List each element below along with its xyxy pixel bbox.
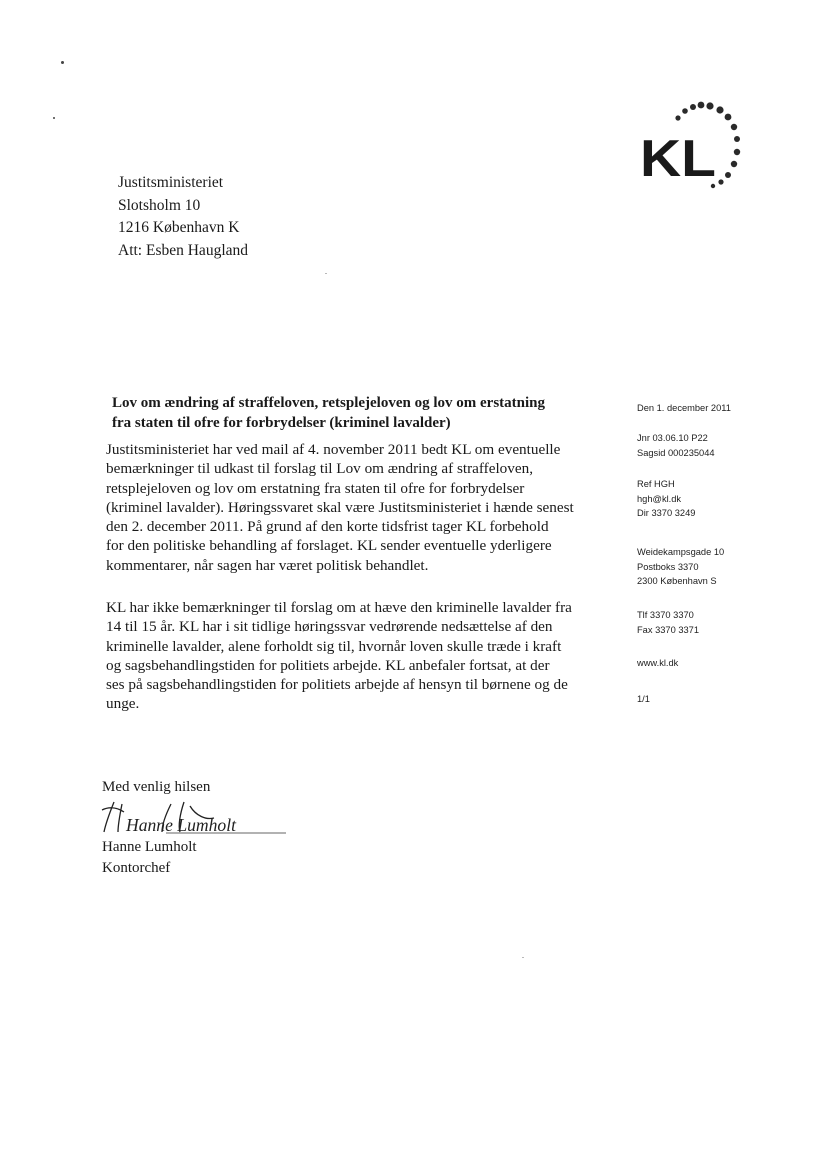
paragraph-line: og sagsbehandlingstiden for politiets arbejde. KL anbefaler fortsat, at der — [106, 656, 550, 674]
paragraph-line: kriminelle lavalder, alene forholdt sig til, hvornår loven skulle træde i kraft — [106, 637, 562, 655]
closing-greeting: Med venlig hilsen — [102, 779, 211, 795]
paragraph-line: for den politiske behandling af forslaget. KL sender eventuelle yderligere — [106, 537, 552, 555]
handwritten-signature — [96, 796, 296, 840]
subject-heading — [112, 393, 602, 433]
signature-script: Hanne Lumholt — [125, 815, 237, 835]
street-address: Weidekampsgade 10 — [637, 547, 725, 557]
recipient-line-4: Att: Esben Haugland — [118, 241, 249, 259]
direct-phone: Dir 3370 3249 — [637, 508, 696, 518]
postal-city: 2300 København S — [637, 576, 717, 586]
logo-text: KL — [640, 130, 716, 188]
postbox: Postboks 3370 — [637, 561, 699, 572]
paragraph-line: ses på sagsbehandlingstiden for politiets arbejde af hensyn til børnene og de — [106, 676, 568, 694]
paragraph-line: retsplejeloven og lov om erstatning fra staten til ofre for forbrydelser — [106, 479, 525, 497]
paragraph-line: (kriminel lavalder). Høringssvaret skal være Justitsministeriet i hænde senest — [106, 498, 574, 516]
signature-block — [102, 837, 197, 879]
paragraph-line: Justitsministeriet har ved mail af 4. november 2011 bedt KL om eventuelle — [106, 441, 561, 458]
paragraph-line: unge. — [106, 695, 140, 713]
scan-speck — [325, 273, 327, 274]
letter-date: Den 1. december 2011 — [637, 403, 731, 413]
scan-speck — [61, 61, 64, 64]
page-number: 1/1 — [637, 694, 650, 704]
recipient-line-1: Justitsministeriet — [118, 174, 224, 191]
subject-line-1: Lov om ændring af straffeloven, retsplejeloven og lov om erstatning — [112, 395, 546, 411]
postal-address — [637, 545, 724, 589]
contact-email: hgh@kl.dk — [637, 493, 682, 504]
ref-initials: Ref HGH — [637, 479, 675, 489]
paragraph-line: bemærkninger til udkast til forslag til Lov om ændring af straffeloven, — [106, 460, 533, 478]
scan-speck — [522, 957, 524, 958]
signer-name: Hanne Lumholt — [102, 839, 197, 855]
signer-title: Kontorchef — [102, 860, 171, 876]
scan-speck — [53, 117, 55, 119]
contact-block — [637, 477, 695, 521]
kl-logo — [628, 96, 758, 206]
fax-number: Fax 3370 3371 — [637, 624, 700, 635]
reference-block — [637, 431, 715, 460]
phone-block — [637, 608, 699, 637]
body-paragraph-2 — [106, 598, 606, 714]
subject-line-2: fra staten til ofre for forbrydelser (kriminel lavalder) — [112, 415, 451, 431]
case-id: Sagsid 000235044 — [637, 447, 715, 458]
recipient-line-3: 1216 København K — [118, 219, 240, 236]
recipient-line-2: Slotsholm 10 — [118, 196, 201, 214]
phone-number: Tlf 3370 3370 — [637, 610, 694, 620]
paragraph-line: 14 til 15 år. KL har i sit tidlige høringssvar vedrørende nedsættelse af den — [106, 618, 553, 636]
paragraph-line: den 2. december 2011. På grund af den korte tidsfrist tager KL forbehold — [106, 518, 549, 536]
journal-number: Jnr 03.06.10 P22 — [637, 433, 708, 443]
website: www.kl.dk — [637, 658, 679, 668]
paragraph-line: KL har ikke bemærkninger til forslag om at hæve den kriminelle lavalder fra — [106, 599, 572, 616]
paragraph-line: kommentarer, når sagen har været politisk behandlet. — [106, 556, 429, 574]
recipient-address — [118, 172, 248, 262]
body-paragraph-1 — [106, 440, 606, 575]
